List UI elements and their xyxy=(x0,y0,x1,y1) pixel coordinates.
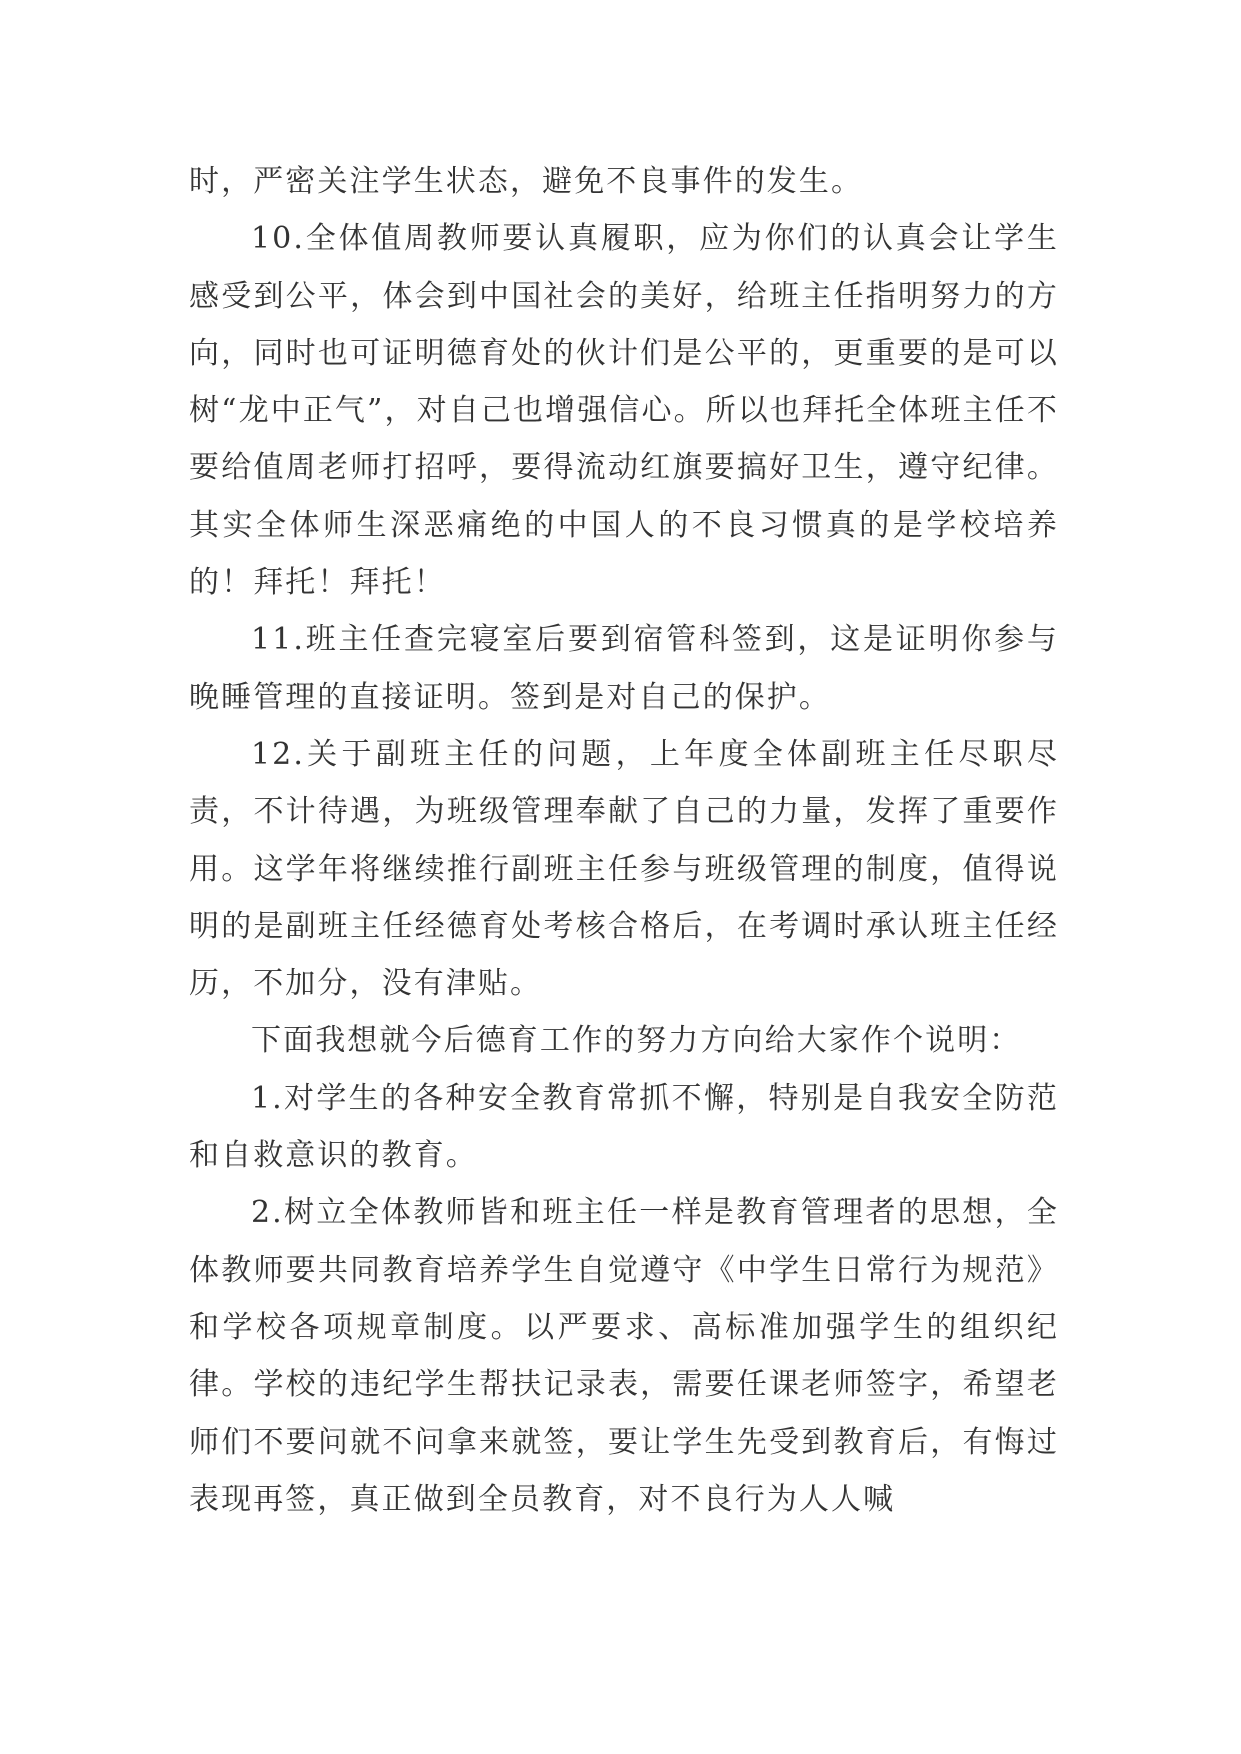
paragraph-intro-directions: 下面我想就今后德育工作的努力方向给大家作个说明： xyxy=(251,1023,1022,1059)
paragraph-item-12: 12.关于副班主任的问题，上年度全体副班主任尽职尽责，不计待遇，为班级管理奉献了自己的力量，发挥了重要作用。这学年将继续推行副班主任参与班级管理的制度，值得说明的是副班主任经德育处考核合格后，在考调时承认班主任经历，不加分，没有津贴。 xyxy=(189,736,1059,1002)
paragraph-direction-2: 2.树立全体教师皆和班主任一样是教育管理者的思想，全体教师要共同教育培养学生自觉遵守《中学生日常行为规范》和学校各项规章制度。以严要求、高标准加强学生的组织纪律。学校的违纪学生帮扶记录表，需要任课老师签字，希望老师们不要问就不问拿来就签，要让学生先受到教育后，有悔过表现再签，真正做到全员教育，对不良行为人人喊 xyxy=(189,1195,1059,1517)
paragraph-continuation: 时，严密关注学生状态，避免不良事件的发生。 xyxy=(189,164,864,199)
paragraph-direction-1: 1.对学生的各种安全教育常抓不懈，特别是自我安全防范和自救意识的教育。 xyxy=(189,1080,1059,1174)
paragraph-item-11: 11.班主任查完寝室后要到宿管科签到，这是证明你参与晚睡管理的直接证明。签到是对自己的保护。 xyxy=(189,622,1059,715)
paragraph-item-10: 10.全体值周教师要认真履职，应为你们的认真会让学生感受到公平，体会到中国社会的美好，给班主任指明努力的方向，同时也可证明德育处的伙计们是公平的，更重要的是可以树“龙中正气”，对自己也增强信心。所以也拜托全体班主任不要给值周老师打招呼，要得流动红旗要搞好卫生，遵守纪律。其实全体师生深恶痛绝的中国人的不良习惯真的是学校培养的！拜托！拜托！ xyxy=(189,221,1059,601)
document-body xyxy=(189,153,1059,1528)
